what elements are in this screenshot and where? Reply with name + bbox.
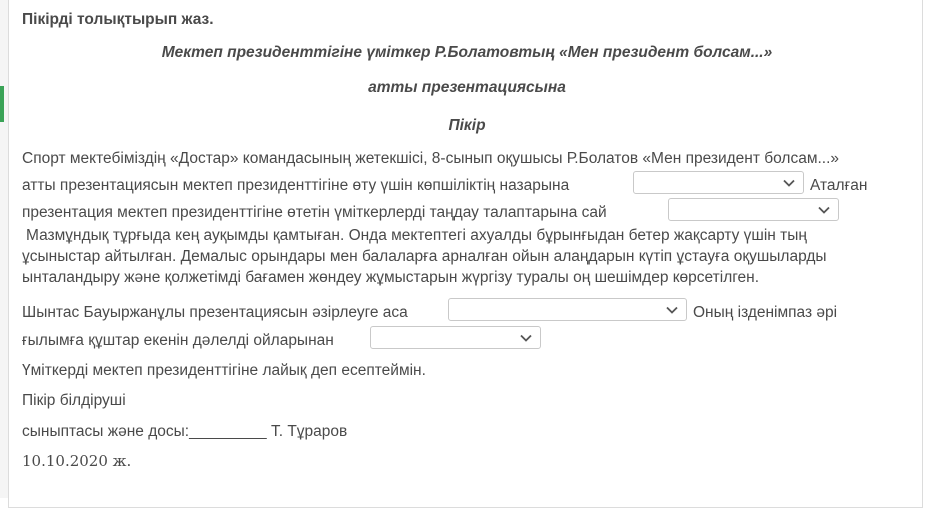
- heading-title: Пікір: [448, 117, 486, 134]
- chevron-down-icon: [665, 303, 679, 317]
- paragraph-line-4: Мазмұндық тұрғыда кең ауқымды қамтыған. Онда мектептегі ахуалды бұрынғыдан бетер жақсарту үшін тың: [26, 227, 807, 244]
- paragraph-line-3: презентация мектеп президенттігіне өтетін үміткерлерді таңдау талаптарына сай: [22, 204, 607, 221]
- answer-dropdown-2[interactable]: [668, 198, 839, 221]
- heading-line-2: атты презентациясына: [368, 79, 566, 96]
- left-gutter: [0, 0, 8, 498]
- paragraph-line-2: атты презентациясын мектеп президенттігіне өту үшін көпшіліктің назарына: [22, 177, 570, 194]
- closing-line-2: Пікір білдіруші: [22, 392, 126, 409]
- closing-line-3: сыныптасы және досы:_________ Т. Тұраров: [22, 423, 348, 440]
- answer-dropdown-1[interactable]: [633, 171, 804, 194]
- paragraph2-line-1: Шынтас Бауыржанұлы презентациясын әзірлеуге аса: [22, 304, 408, 321]
- chevron-down-icon: [519, 331, 533, 345]
- closing-line-1: Үміткерді мектеп президенттігіне лайық деп есептеймін.: [22, 362, 426, 379]
- paragraph2-line-1-after: Оның ізденімпаз әрі: [693, 304, 838, 321]
- paragraph-line-2-after: Аталған: [810, 177, 868, 194]
- instruction-text: Пікірді толықтырып жаз.: [22, 11, 214, 28]
- paragraph-line-1: Спорт мектебіміздің «Достар» командасының жетекшісі, 8-сынып оқушысы Р.Болатов «Мен президент болсам...»: [22, 150, 840, 167]
- paragraph-line-5: ұсыныстар айтылған. Демалыс орындары мен балаларға арналған ойын алаңдарын күтіп ұстауға оқушыларды: [22, 248, 827, 265]
- closing-date: 10.10.2020 ж.: [22, 452, 132, 470]
- answer-dropdown-4[interactable]: [370, 326, 541, 349]
- chevron-down-icon: [817, 203, 831, 217]
- paragraph-line-6: ынталандыру және қолжетімді бағамен жөндеу жұмыстарын жүргізу туралы оң шешімдер көрсетілген.: [22, 269, 760, 286]
- answer-dropdown-3[interactable]: [448, 298, 687, 321]
- heading-line-1: Мектеп президенттігіне үміткер Р.Болатовтың «Мен президент болсам...»: [161, 44, 773, 61]
- paragraph2-line-2: ғылымға құштар екенін дәлелді ойларынан: [22, 332, 334, 349]
- chevron-down-icon: [782, 176, 796, 190]
